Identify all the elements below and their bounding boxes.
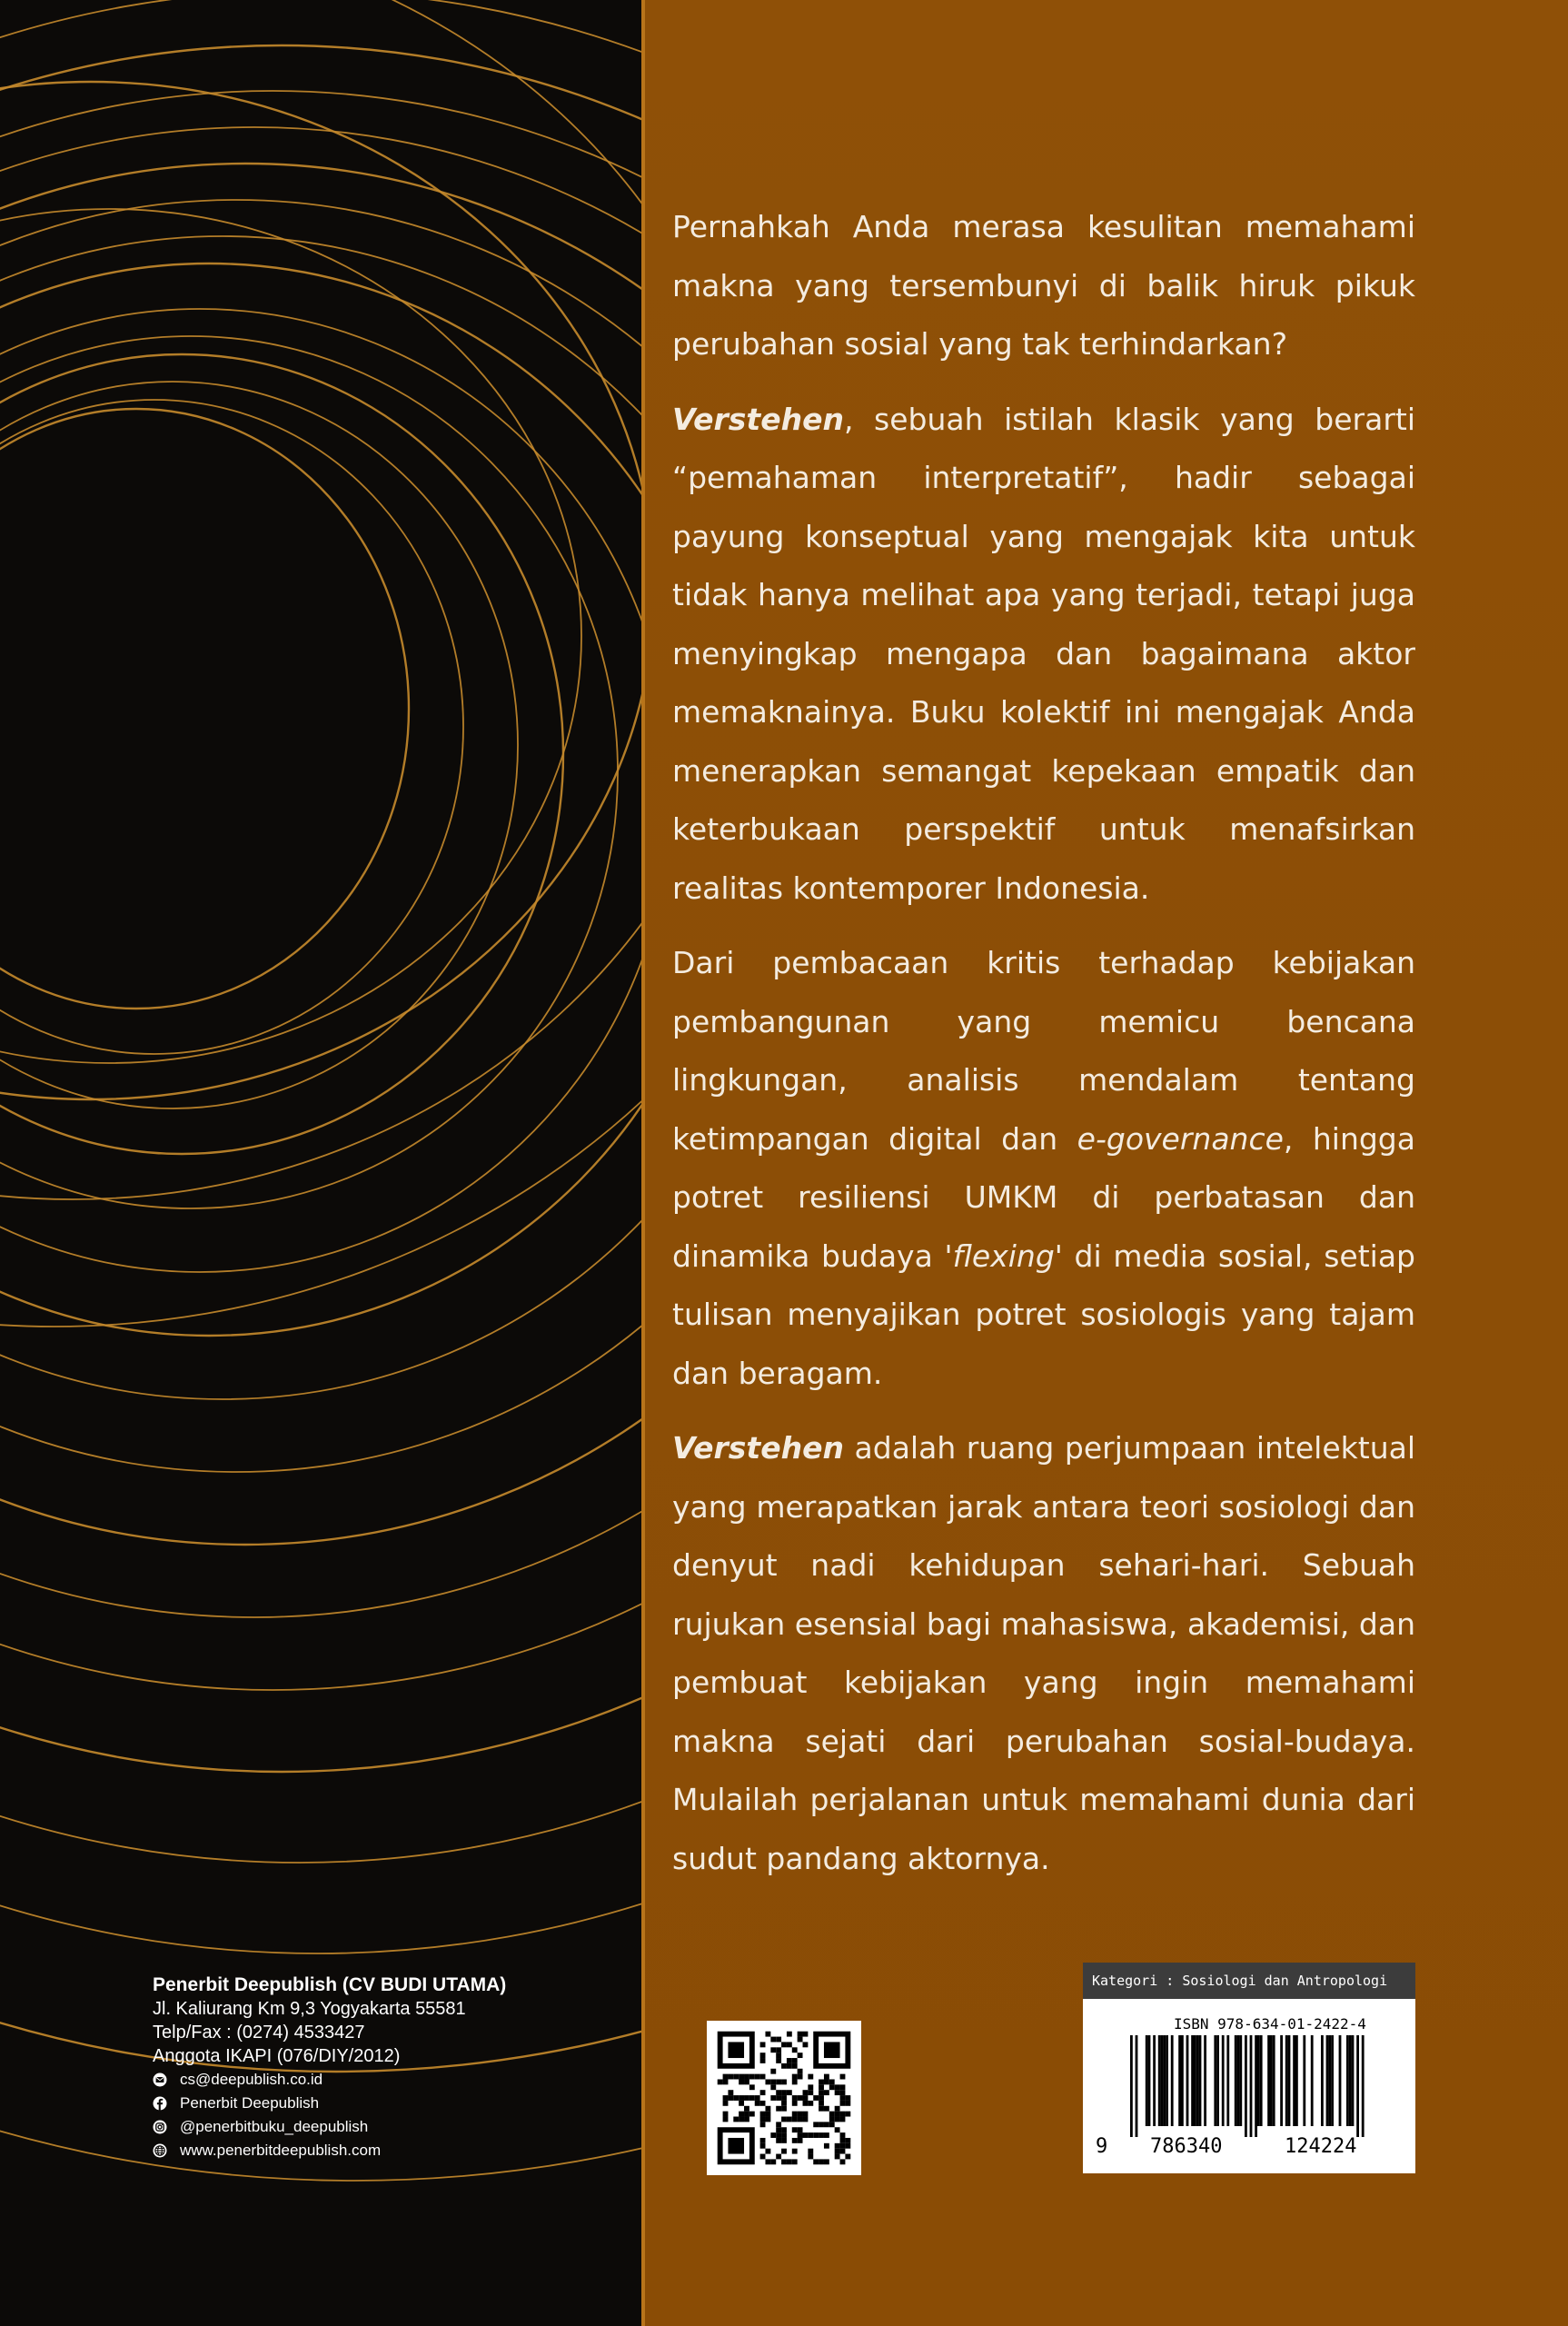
barcode-bar [1204,2035,1206,2126]
qr-code[interactable] [707,2021,861,2175]
gold-ring [0,0,641,2072]
barcode-bar [1295,2035,1298,2126]
barcode-bar [1148,2035,1151,2126]
gold-ring [0,400,463,1054]
blurb-p3-text-c: ' di media sosial, setiap tulisan menyajikan potret sosiologis yang tajam dan beragam. [672,1238,1415,1391]
barcode-bar [1214,2035,1216,2126]
contact-facebook [153,2092,506,2115]
contact-instagram [153,2115,506,2139]
isbn-barcode-box [1083,1963,1415,2173]
gold-ring [0,164,641,1545]
barcode-bar [1199,2035,1202,2126]
publisher-address: Jl. Kaliurang Km 9,3 Yogyakarta 55581 [153,1999,466,2019]
blurb-p1-text: Pernahkah Anda merasa kesulitan memahami makna yang tersembunyi di balik hiruk pikuk perubahan sosial yang tak terhindarkan? [672,209,1415,362]
barcode-bar [1362,2035,1365,2137]
blurb-paragraph-2 [672,391,1415,919]
gold-ring [0,336,618,1208]
gold-ring [0,0,641,2181]
barcode-bar [1158,2035,1161,2126]
barcode-bar [1260,2035,1263,2126]
email-text[interactable]: cs@deepublish.co.id [180,2071,323,2088]
blurb-paragraph-4 [672,1419,1415,1888]
barcode-bar [1222,2035,1225,2126]
blurb-p3-text-a: Dari pembacaan kritis terhadap kebijakan pembangunan yang memicu bencana lingkungan, analisis mendalam tentang ketimpangan digital dan [672,945,1415,1157]
barcode-bar [1250,2035,1253,2137]
verstehen-term-2: Verstehen [672,1430,844,1466]
gold-ring [0,82,641,1099]
barcode-bar [1293,2035,1295,2126]
barcode-bar [1356,2035,1359,2137]
barcode-bar [1255,2035,1257,2137]
barcode-bar [1166,2035,1168,2126]
barcode-bar [1191,2035,1194,2126]
barcode-bar [1178,2035,1181,2126]
barcode-bar [1226,2035,1229,2126]
barcode-bar [1194,2035,1196,2126]
barcode-bar [1130,2035,1133,2137]
publisher-ikapi: Anggota IKAPI (076/DIY/2012) [153,2046,401,2066]
barcode-bar [1146,2035,1148,2126]
contact-website [153,2139,506,2162]
barcode-bar [1237,2035,1240,2126]
verstehen-term: Verstehen [672,401,844,437]
barcode-bar [1352,2035,1355,2126]
facebook-text[interactable]: Penerbit Deepublish [180,2094,320,2112]
barcode-bar [1349,2035,1352,2126]
gold-ring [0,0,641,1953]
barcode-bar [1267,2035,1270,2126]
e-governance-term: e-governance [1077,1120,1284,1157]
barcode-bar [1186,2035,1189,2126]
gold-ring [0,236,641,1399]
barcode-bar [1257,2035,1260,2126]
blurb-paragraph-1 [672,198,1415,374]
email-icon [153,2073,167,2087]
gold-ring [0,382,518,1108]
facebook-icon [153,2096,167,2111]
back-cover-blurb [672,198,1415,1904]
barcode-bars [1083,2035,1415,2137]
barcode-bar [1136,2035,1138,2137]
barcode-bar [1216,2035,1219,2126]
barcode-bar [1239,2035,1242,2126]
contact-email [153,2068,506,2092]
globe-icon [153,2143,167,2158]
barcode-bar [1303,2035,1305,2126]
gold-ring [0,209,581,1063]
website-text[interactable]: www.penerbitdeepublish.com [180,2142,382,2159]
barcode-bar [1153,2035,1156,2126]
barcode-bar [1235,2035,1237,2126]
barcode-bar [1273,2035,1275,2126]
barcode-bar [1285,2035,1288,2126]
barcode-bar [1181,2035,1184,2126]
flexing-term: flexing [952,1238,1055,1274]
instagram-text[interactable]: @penerbitbuku_deepublish [180,2118,369,2135]
category-label: Kategori : Sosiologi dan Antropologi [1083,1963,1415,1999]
blurb-p4-text: adalah ruang perjumpaan intelektual yang merapatkan jarak antara teori sosiologi dan denyut nadi kehidupan sehari-hari. Sebuah rujukan esensial bagi mahasiswa, akademisi, dan pembuat kebijakan yang ingin memahami makna sejati dari perubahan sosial-budaya. Mulailah perjalanan untuk memahami dunia dari sudut pandang aktornya. [672,1430,1415,1876]
barcode-bar [1270,2035,1273,2126]
isbn-text: ISBN 978-634-01-2422-4 [1174,2015,1366,2033]
barcode-bar [1196,2035,1199,2126]
barcode-bar [1171,2035,1174,2126]
barcode-bar [1339,2035,1342,2126]
barcode-bar [1161,2035,1164,2126]
publisher-name: Penerbit Deepublish (CV BUDI UTAMA) [153,1974,507,1995]
barcode-digit-group-2: 124224 [1285,2135,1357,2158]
barcode-digit-group-1: 786340 [1150,2135,1223,2158]
publisher-phone: Telp/Fax : (0274) 4533427 [153,2023,365,2043]
barcode-bar [1326,2035,1329,2126]
barcode-bar [1280,2035,1283,2126]
barcode-bar [1311,2035,1314,2126]
barcode-bar [1328,2035,1331,2126]
gold-ring [0,409,409,1009]
barcode-bar [1288,2035,1291,2126]
barcode-digit-first: 9 [1096,2135,1108,2158]
barcode-bar [1245,2035,1247,2137]
barcode-bar [1163,2035,1166,2126]
gold-ring [0,45,641,1772]
barcode-bar [1346,2035,1349,2126]
blurb-p3-text-b: , hingga potret resiliensi UMKM di perbatasan dan dinamika budaya ' [672,1120,1415,1274]
qr-code-pattern [707,2021,861,2175]
instagram-icon [153,2120,167,2134]
publisher-info [153,1973,506,2162]
blurb-p2-text: , sebuah istilah klasik yang berarti “pemahaman interpretatif”, hadir sebagai payung konseptual yang mengajak kita untuk tidak hanya melihat apa yang terjadi, tetapi juga menyingkap mengapa dan bagaimana aktor memaknainya. Buku kolektif ini mengajak Anda menerapkan semangat kepekaan empatik dan keterbukaan perspektif untuk menafsirkan realitas kontemporer Indonesia. [672,401,1415,906]
blurb-paragraph-3 [672,934,1415,1403]
barcode-bar [1331,2035,1334,2126]
barcode-bar [1321,2035,1324,2126]
